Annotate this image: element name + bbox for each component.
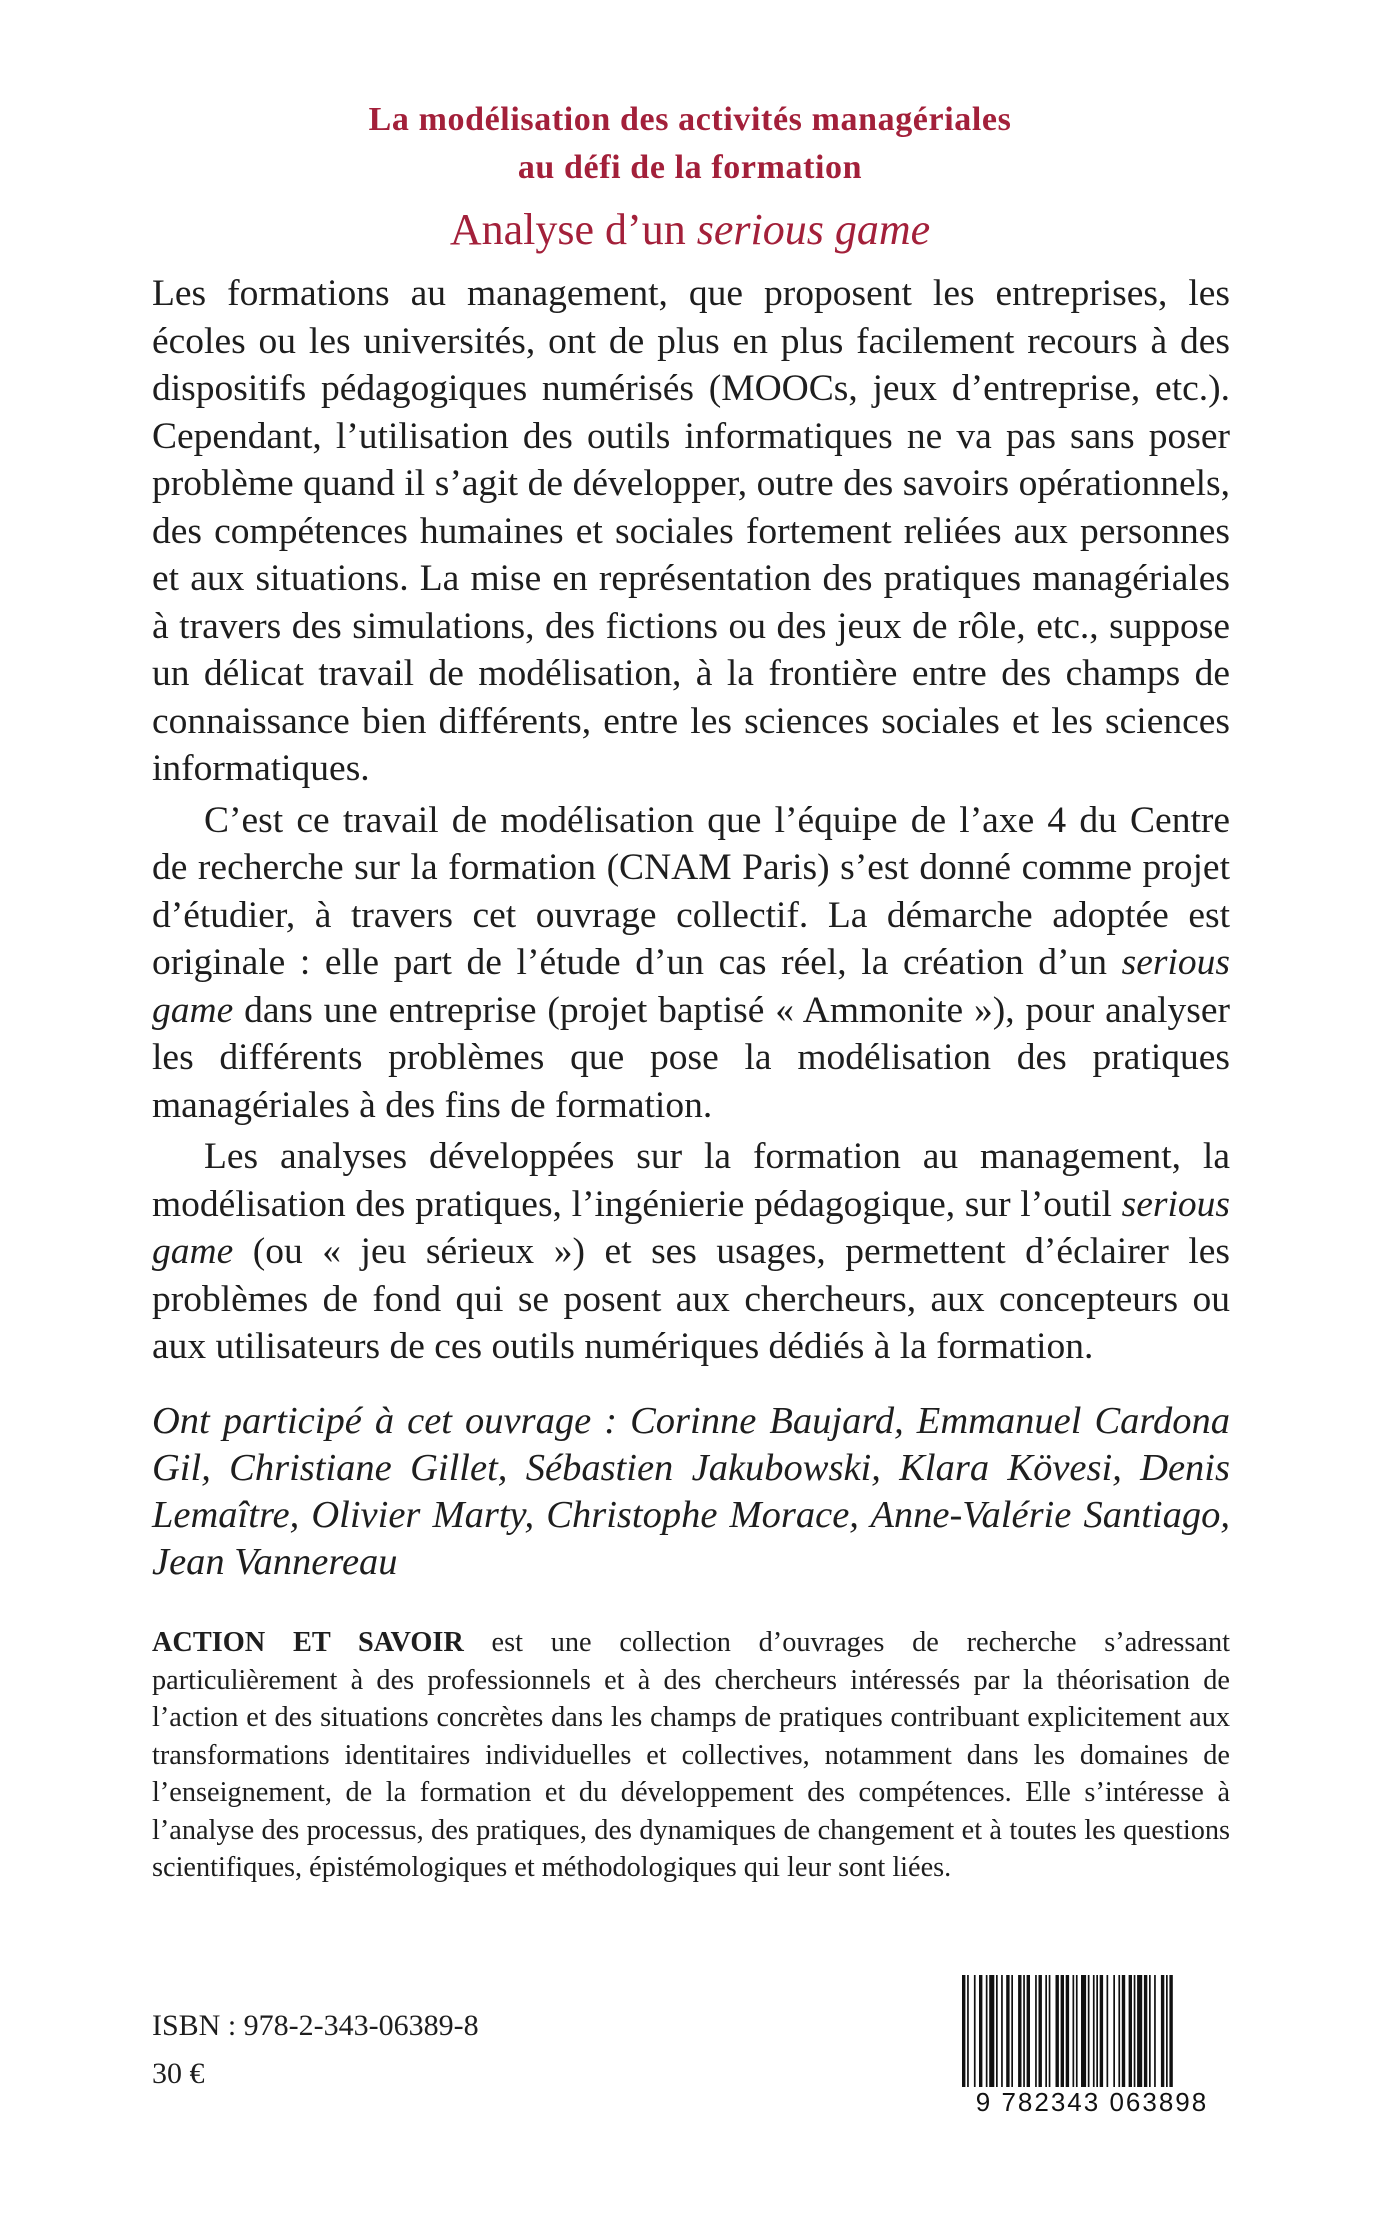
barcode-bar [1122, 1975, 1125, 2093]
paragraph-2-italic: serious game [152, 942, 1230, 1031]
barcode-bars [954, 1975, 1230, 2097]
price: 30 € [152, 2057, 205, 2090]
paragraph-2-part-2: dans une entreprise (projet baptisé « Ammonite »), pour analyser les différents problèmes que pose la modélisation des pratiques managériales à des fins de formation. [152, 989, 1230, 1126]
subtitle-prefix: Analyse d’un [449, 205, 697, 254]
barcode-bar [1154, 1975, 1156, 2093]
barcode-bar [1081, 1975, 1086, 2093]
paragraph-3-part-2: (ou « jeu sérieux ») et ses usages, permettent d’éclairer les problèmes de fond qui se posent aux chercheurs, aux concepteurs ou aux utilisateurs de ces outils numériques dédiés à la formation. [152, 1231, 1230, 1367]
barcode-bar [996, 1975, 998, 2093]
barcode-bar [986, 1975, 988, 2093]
barcode-bar [1166, 1975, 1168, 2093]
barcode-bar [1107, 1975, 1109, 2093]
title-line-1: La modélisation des activités managériales [368, 101, 1012, 138]
barcode-bar [1011, 1975, 1013, 2093]
barcode-bar [1096, 1975, 1098, 2093]
paragraph-2-part-1: C’est ce travail de modélisation que l’équipe de l’axe 4 du Centre de recherche sur la formation (CNAM Paris) s’est donné comme projet d’étudier, à travers cet ouvrage collectif. La démarche adoptée est originale : elle part de l’étude d’un cas réel, la création d’un [152, 799, 1230, 983]
barcode-bar [1073, 1975, 1075, 2093]
barcode-bar [1061, 1975, 1064, 2093]
barcode-bar [1039, 1975, 1042, 2093]
barcode-bar [1049, 1975, 1051, 2093]
barcode-bar [962, 1975, 965, 2093]
barcode-bar [967, 1975, 969, 2093]
collection-text: est une collection d’ouvrages de recherche s’adressant particulièrement à des professionnels et à des chercheurs intéressés par la théorisation de l’action et des situations concrètes dans les champs de pratiques contribuant explicitement aux transformations identitaires individuelles et collectives, notamment dans les domaines de l’enseignement, de la formation et du développement des compétences. Elle s’intéresse à l’analyse des processus, des pratiques, des dynamiques de changement et à toutes les questions scientifiques, épistémologiques et méthodologiques qui leur sont liées. [152, 1627, 1231, 1883]
collection-description [152, 1624, 1230, 1887]
barcode-bar [1001, 1975, 1003, 2093]
barcode-bar [1056, 1975, 1059, 2093]
book-subtitle [0, 202, 1380, 258]
summary-paragraph-3 [152, 1133, 1230, 1371]
summary-paragraph-1: Les formations au management, que proposent les entreprises, les écoles ou les universités, ont de plus en plus facilement recours à des dispositifs pédagogiques numérisés (MOOCs, jeux d’entreprise, etc.). Cependant, l’utilisation des outils informatiques ne va pas sans poser problème quand il s’agit de développer, outre des savoirs opérationnels, des compétences humaines et sociales fortement reliées aux personnes et aux situations. La mise en représentation des pratiques managériales à travers des simulations, des fictions ou des jeux de rôle, etc., suppose un délicat travail de modélisation, à la frontière entre des champs de connaissance bien différents, entre les sciences sociales et les sciences informatiques. [152, 273, 1230, 789]
barcode-bar [1088, 1975, 1090, 2093]
paragraph-3-italic: serious game [152, 1183, 1230, 1272]
book-title [0, 96, 1380, 192]
paragraph-3-part-1: Les analyses développées sur la formation au management, la modélisation des pratiques, l’ingénierie pédagogique, sur l’outil [152, 1136, 1230, 1225]
barcode-bar [989, 1975, 994, 2093]
barcode-bar [1113, 1975, 1115, 2093]
barcode-bar [1035, 1975, 1037, 2093]
barcode-bar [1006, 1975, 1009, 2093]
barcode-bar [1093, 1975, 1095, 2093]
barcode-bar [1169, 1975, 1172, 2093]
summary-text [152, 270, 1230, 1371]
barcode-bar [1149, 1975, 1151, 2093]
barcode-bar [1100, 1975, 1103, 2093]
collection-name: ACTION ET SAVOIR [152, 1627, 464, 1658]
isbn: ISBN : 978-2-343-06389-8 [152, 2009, 479, 2042]
summary-paragraph-2 [152, 797, 1230, 1130]
barcode-bar [1144, 1975, 1147, 2093]
barcode [954, 1975, 1230, 2119]
subtitle-italic: serious game [696, 205, 931, 254]
barcode-bar [974, 1975, 976, 2093]
title-line-2: au défi de la formation [517, 149, 863, 186]
barcode-bar [979, 1975, 982, 2093]
barcode-bar [1129, 1975, 1132, 2093]
barcode-bar [1045, 1975, 1047, 2093]
barcode-bar [1118, 1975, 1120, 2093]
barcode-bar [1018, 1975, 1021, 2093]
barcode-bar [1134, 1975, 1136, 2093]
barcode-bar [1023, 1975, 1025, 2093]
contributors: Ont participé à cet ouvrage : Corinne Baujard, Emmanuel Cardona Gil, Christiane Gillet, Sébastien Jakubowski, Klara Kövesi, Denis Lemaître, Olivier Marty, Christophe Morace, Anne-Valérie Santiago, Jean Vannereau [152, 1400, 1230, 1583]
barcode-bar [1027, 1975, 1030, 2093]
barcode-digits: 9 782343 063898 [954, 2087, 1230, 2117]
barcode-bar [1076, 1975, 1078, 2093]
barcode-bar [1066, 1975, 1069, 2093]
barcode-bar [1161, 1975, 1164, 2093]
barcode-bar [1137, 1975, 1142, 2093]
